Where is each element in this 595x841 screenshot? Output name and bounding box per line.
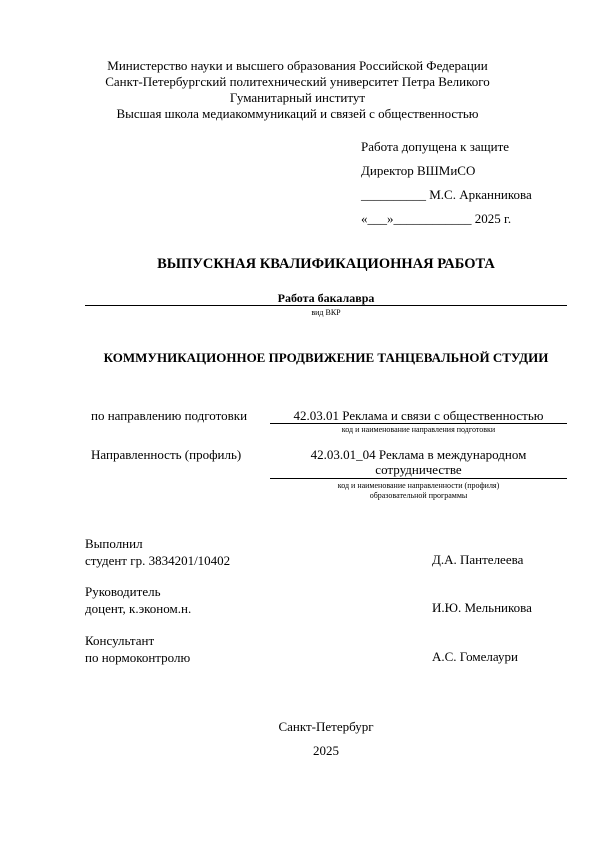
header-school: Высшая школа медиакоммуникаций и связей с общественностью [116,106,479,121]
approval-admitted: Работа допущена к защите [361,139,510,154]
profile-caption-line1: код и наименование направленности (профиля) [337,481,500,490]
profile-underline [270,478,567,479]
direction-caption: код и наименование направления подготовки [341,425,496,434]
supervisor-position: доцент, к.эконом.н. [85,601,192,616]
header-ministry: Министерство науки и высшего образования Российской Федерации [107,58,488,73]
work-type-value: Работа бакалавра [277,291,375,305]
header-institute: Гуманитарный институт [229,90,366,105]
author-role: Выполнил [85,536,143,551]
profile-value-line2: сотрудничестве [375,462,462,477]
direction-label: по направлению подготовки [91,408,248,423]
header-university: Санкт-Петербургский политехнический университет Петра Великого [105,74,490,89]
approval-director: Директор ВШМиСО [361,163,476,178]
document-title: ВЫПУСКНАЯ КВАЛИФИКАЦИОННАЯ РАБОТА [157,256,495,272]
approval-date: «___»____________ 2025 г. [361,211,512,226]
direction-value: 42.03.01 Реклама и связи с общественностью [293,408,544,423]
profile-caption-line2: образовательной программы [369,491,468,500]
work-type-underline [85,305,567,306]
footer-year: 2025 [313,743,339,758]
approval-signature: __________ М.С. Арканникова [361,187,532,202]
consultant-position: по нормоконтролю [85,650,191,665]
thesis-topic: КОММУНИКАЦИОННОЕ ПРОДВИЖЕНИЕ ТАНЦЕВАЛЬНОЙ СТУДИИ [103,350,549,365]
author-name: Д.А. Пантелеева [432,552,524,567]
supervisor-name: И.Ю. Мельникова [432,600,532,615]
direction-underline [270,423,567,424]
footer-city: Санкт-Петербург [278,719,374,734]
supervisor-role: Руководитель [85,584,161,599]
work-type-caption: вид ВКР [311,308,341,317]
consultant-role: Консультант [85,633,155,648]
consultant-name: А.С. Гомелаури [432,649,518,664]
profile-value-line1: 42.03.01_04 Реклама в международном [310,447,527,462]
profile-label: Направленность (профиль) [91,447,242,462]
author-position: студент гр. 3834201/10402 [85,553,231,568]
